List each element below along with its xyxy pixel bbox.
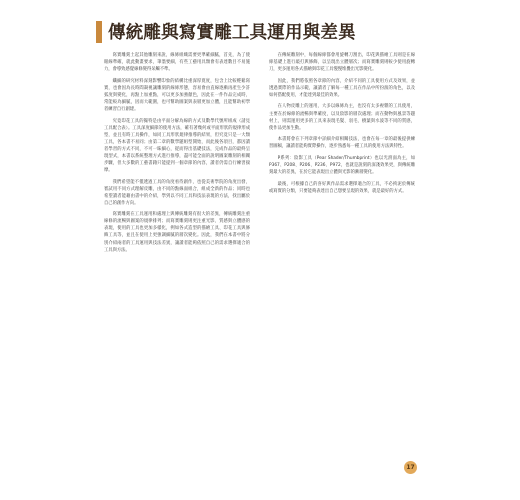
page-title: 傳統雕與寫實雕工具運用與差異 (108, 23, 356, 43)
paragraph: 寫實雕刻土起其他雕刻來說，線條組織需要更準確細膩，首先，為了使眼線準確，就此動畫要求，筆墨要細，有些工藝用具類會有表達數目不易施力，會導致感覺線條變得呆觸不準。 (104, 53, 250, 73)
paragraph: 在人物皮雕上的運用，大多以線條為主，也沒有太多複雜的工具使用，主要在於線條的流暢與準確度，以及陰影的層次處理；而在動物與風景等題材上，則需運用更多的工具來表現毛髮、羽毛、樹葉與水波等不同的質感，使作品更加生動。 (269, 104, 415, 131)
paragraph: 最後，可根據自己的喜好與作品需求選擇適合的工具，不必拘泥於傳統或寫實的分類，只要能夠表達出自己想要呈現的效果，就是最好的方式。 (269, 181, 415, 194)
paragraph: 寫實雕刻在工具運用和處理上與傳統雕刻有很大的差異，傳統雕刻注重線條的流暢與圖案的規律排列；而寫實雕刻則更注重光影、質感與立體感的表現，使用的工具也更加多樣化，例如各式造型的描繪工具、印花工具與修飾工具等，並且在使用上更強調細膩的層次變化。因此，我們在本書中將分別介紹兩者的工具運用與技法差異，讓讀者能夠依照自己的需求選擇適合的工具與方法。 (104, 212, 250, 253)
paragraph: 我們希望能不僅透過工具的角度看待創作，也從美術學院的角度出發，嘗試用不同方式理解皮雕，由不同的點線面組合，組成全新的作品；同時也希望讀者能藉由書中的介紹，學到以不同工具和技法表現的方法，找出屬於自己的創作方向。 (104, 179, 250, 206)
title-accent-bar (96, 21, 102, 43)
paragraph: 本書將會在下列章節中詳細介紹相關技法，也會在每一章的最後提供練習圖稿，讓讀者能夠實際操作，逐步熟悉每一種工具的使用方法與特性。 (269, 137, 415, 150)
left-text-column (104, 52, 250, 258)
right-text-column (269, 52, 415, 199)
paragraph: 纖細的研究材料深刻影響印象的結構比重深厚寬度，包含上比較輕鬆寫實，也會因為長時間凝視讓雕刻的線條形態，容易會由直線逐漸再產生少許弧度與變化，再點上加重點，可以更多加強顏色，因此在一件作品完成時，常能較為細膩，因而大範圍，也可幫助圖案與表層更加立體，且能幫助初學者練習自行創建。 (104, 78, 250, 112)
page-number-badge: 17 (404, 461, 417, 474)
paragraph: 因此，我們將依照各章節的內容，介紹不同的工具使用方式及效果，並透過實際的作品示範，讓讀者了解每一種工具在作品中所扮演的角色，以及如何搭配使用，才能達到最佳的效果。 (269, 78, 415, 98)
paragraph: 在傳統雕刻中，每個線條都會用旋轉刀割出，印花與描繪工具則是在線條基礎上進行敲打與修飾，以呈現出立體層次；而寫實雕刻則較少使用旋轉刀，更多運用各式描繪與印花工具慢慢堆疊出光影變化。 (269, 53, 415, 73)
paragraph: 究竟印花工具的獨特是由平面分解為線的方式及數學代號所組成（請見工具配合表）。工具深度細節的使用方法，確有著幾何或平面形狀的規律形成型，並且有時工具操作，如同工具形狀規律推導的結果，但究竟只是一大類工具，各本書不易同；由第二章的數學題組型開始，而此後各項目，都因讀者學習的方式不同，不可一昧細心，從而得出基礎技法，完成作品的最終呈現型式，本書以系統整理方式進行推導，盡可能全面的說明圖案雕刻的相關步驟，但大多數的工藝書籍只能提到一個章節的內容，讀者仍需自行練習揣摩。 (104, 118, 250, 173)
paragraph: P系列：陰影工具（Pear Shader/Thumbprint）也以光滑面為主，如P367、P208、P206、P236、P972，也就是說刻的深淺效果更，與傳統雕刻最大的差異，在於它能表現出立體與光影的漸層變化。 (269, 155, 415, 176)
